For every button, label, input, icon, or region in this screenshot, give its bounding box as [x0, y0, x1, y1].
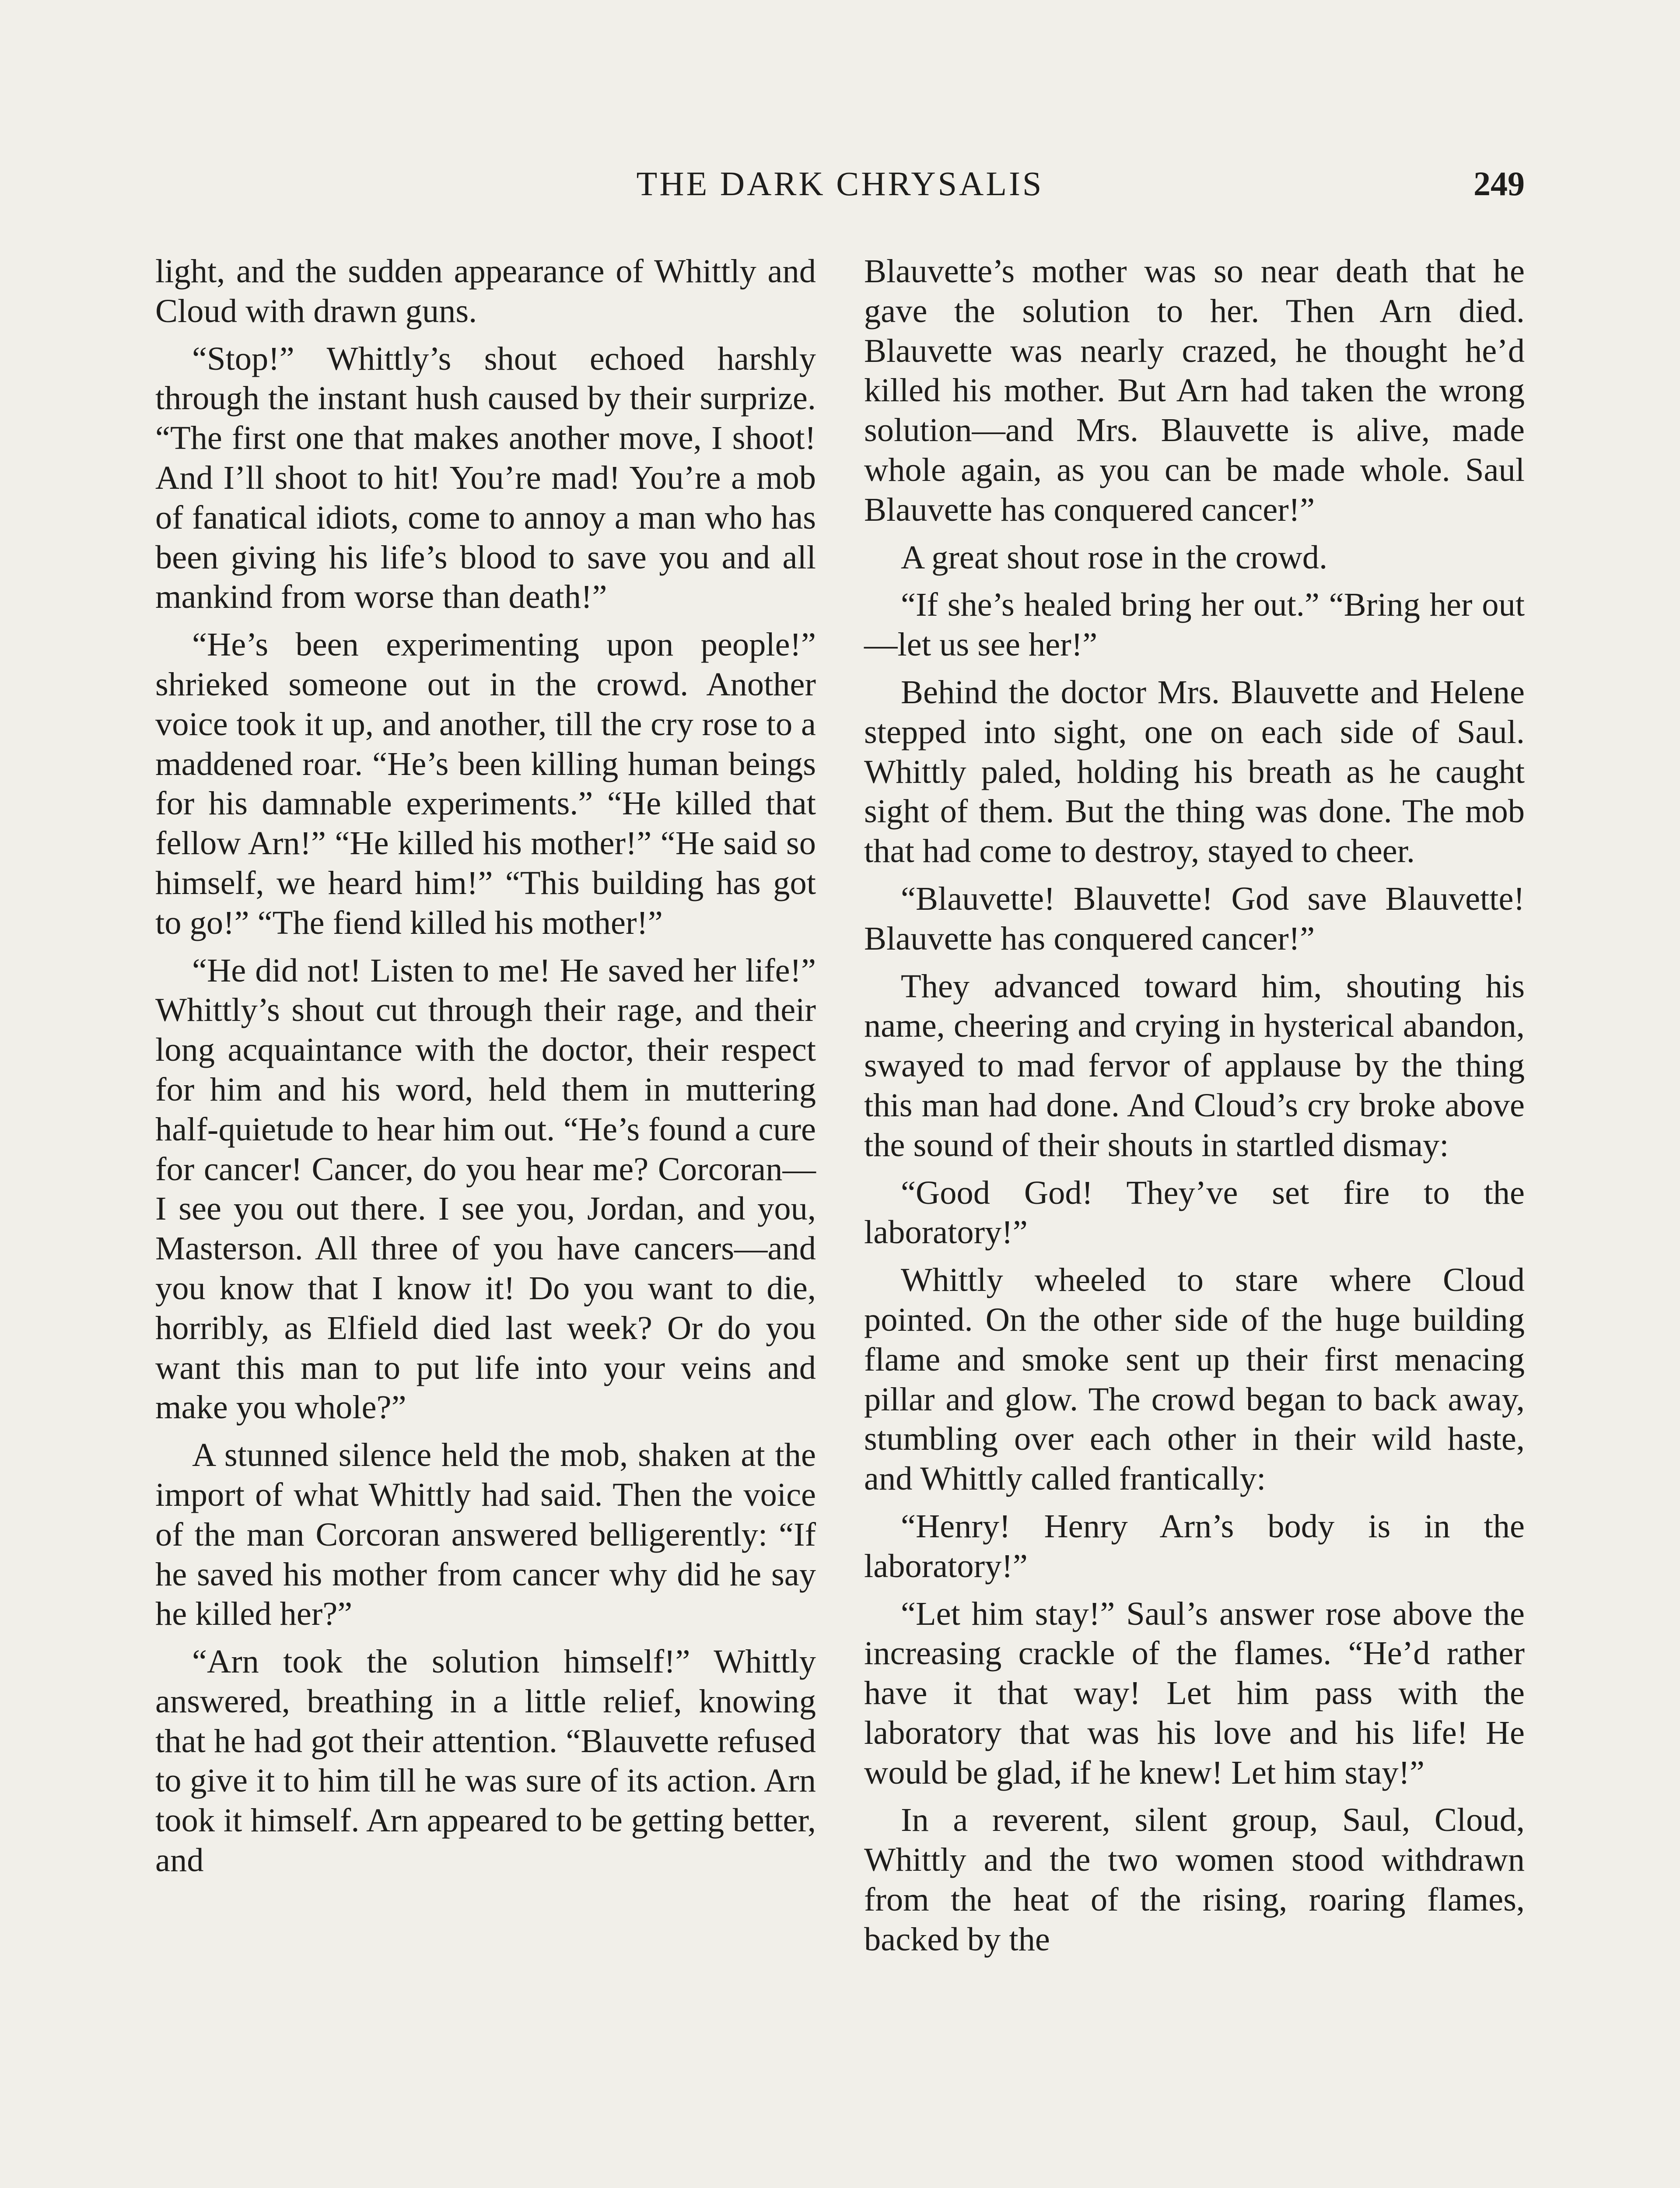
paragraph: Behind the doctor Mrs. Blauvette and Helene stepped into sight, one on each side of Saul. Whittly paled, holding his breath as he caught sight of them. But the thing was done. The mob that had come to destroy, stayed to cheer. — [864, 673, 1525, 870]
paragraph: A great shout rose in the crowd. — [901, 538, 1328, 576]
left-text-column — [155, 252, 816, 1880]
paragraph: “Let him stay!” Saul’s answer rose above the increasing crackle of the flames. “He’d rather have it that way! Let him pass with the laboratory that was his love and his life! He would be glad, if he knew! Let him stay!” — [864, 1595, 1525, 1791]
paragraph: Whittly wheeled to stare where Cloud pointed. On the other side of the huge building flame and smoke sent up their first menacing pillar and glow. The crowd began to back away, stumbling over each other in their wild haste, and Whittly called frantically: — [864, 1261, 1525, 1497]
page-header — [155, 160, 1525, 208]
paragraph: A stunned silence held the mob, shaken at the import of what Whittly had said. Then the voice of the man Corcoran answered belligerently: “If he saved his mother from cancer why did he say he killed her?” — [155, 1436, 816, 1633]
paragraph: “Good God! They’ve set fire to the laboratory!” — [864, 1174, 1525, 1251]
page-number: 249 — [1474, 165, 1525, 203]
paragraph: light, and the sudden appearance of Whittly and Cloud with drawn guns. — [155, 252, 816, 330]
paragraph: In a reverent, silent group, Saul, Cloud, Whittly and the two women stood withdrawn from the heat of the rising, roaring flames, backed by the — [864, 1801, 1525, 1958]
paragraph: “If she’s healed bring her out.” “Bring her out—let us see her!” — [864, 586, 1525, 663]
running-title: THE DARK CHRYSALIS — [636, 165, 1044, 203]
paragraph: “Blauvette! Blauvette! God save Blauvette! Blauvette has conquered cancer!” — [864, 880, 1525, 957]
paragraph: Blauvette’s mother was so near death that he gave the solution to her. Then Arn died. Blauvette was nearly crazed, he thought he’d killed his mother. But Arn had taken the wrong solution—and Mrs. Blauvette is alive, made whole again, as you can be made whole. Saul Blauvette has conquered cancer!” — [864, 252, 1525, 528]
paragraph: “Stop!” Whittly’s shout echoed harshly through the instant hush caused by their surprize. “The first one that makes another move, I shoot! And I’ll shoot to hit! You’re mad! You’re a mob of fanatical idiots, come to annoy a man who has been giving his life’s blood to save you and all mankind from worse than death!” — [155, 340, 816, 616]
paragraph: “He did not! Listen to me! He saved her life!” Whittly’s shout cut through their rage, and their long acquaintance with the doctor, their respect for him and his word, held them in muttering half-quietude to hear him out. “He’s found a cure for cancer! Cancer, do you hear me? Corcoran—I see you out there. I see you, Jordan, and you, Masterson. All three of you have cancers—and you know that I know it! Do you want to die, horribly, as Elfield died last week? Or do you want this man to put life into your veins and make you whole?” — [155, 951, 816, 1426]
paragraph: “Henry! Henry Arn’s body is in the laboratory!” — [864, 1507, 1525, 1585]
paragraph: They advanced toward him, shouting his name, cheering and crying in hysterical abandon, swayed to mad fervor of applause by the thing this man had done. And Cloud’s cry broke above the sound of their shouts in startled dismay: — [864, 967, 1525, 1164]
paragraph: “Arn took the solution himself!” Whittly answered, breathing in a little relief, knowing that he had got their attention. “Blauvette refused to give it to him till he was sure of its action. Arn took it himself. Arn appeared to be getting better, and — [155, 1643, 816, 1879]
right-text-column — [864, 252, 1525, 1960]
paragraph: “He’s been experimenting upon people!” shrieked someone out in the crowd. Another voice took it up, and another, till the cry rose to a maddened roar. “He’s been killing human beings for his damnable experiments.” “He killed that fellow Arn!” “He killed his mother!” “He said so himself, we heard him!” “This building has got to go!” “The fiend killed his mother!” — [155, 626, 816, 941]
